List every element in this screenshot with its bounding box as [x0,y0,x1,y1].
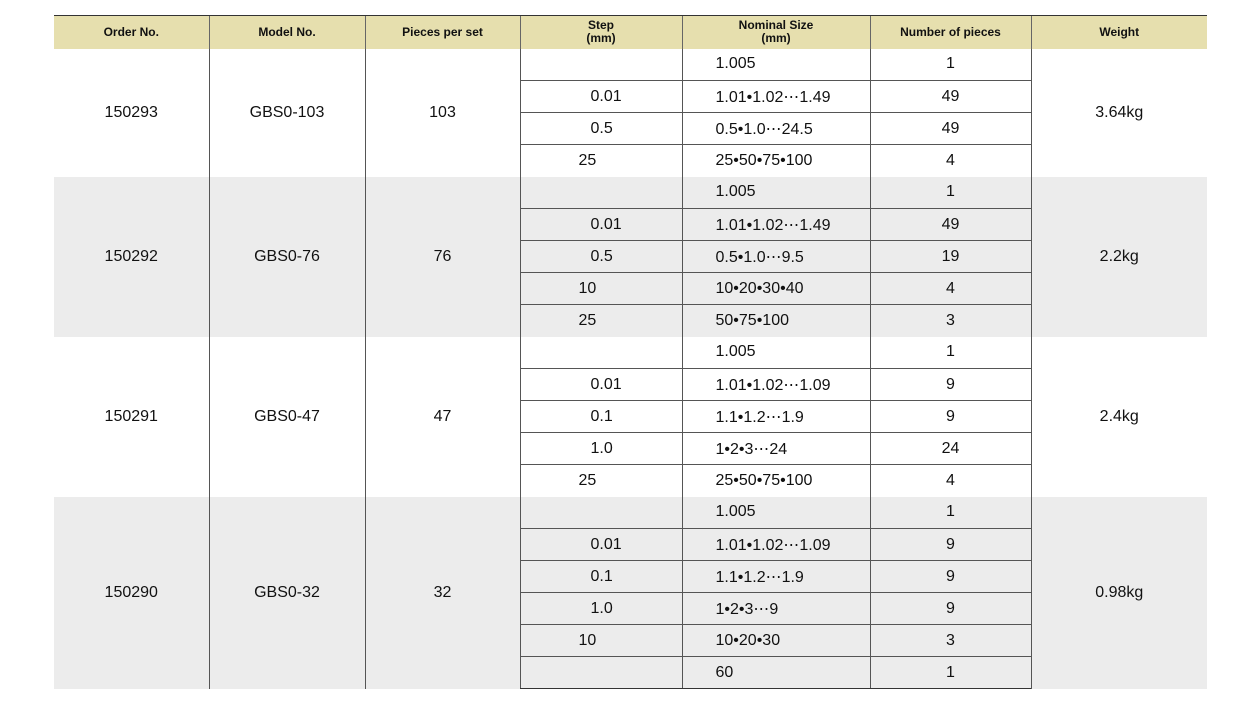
step-cell: 10 [520,273,682,305]
number-of-pieces-cell: 9 [870,369,1031,401]
step-cell: 0.5 [520,113,682,145]
nominal-size-cell: 1.01•1.02⋯1.49 [682,81,870,113]
step-cell: 0.01 [520,81,682,113]
header-step-label: Step [587,18,614,33]
number-of-pieces-cell: 9 [870,529,1031,561]
step-cell [520,49,682,81]
pieces-per-set-cell: 103 [365,49,520,177]
header-weight: Weight [1031,16,1207,49]
nominal-size-cell: 1.005 [682,177,870,209]
header-order-no: Order No. [54,16,209,49]
gauge-block-set-table [54,15,1207,689]
header-step [520,16,682,49]
set-group [54,49,1207,177]
model-no-cell: GBS0-32 [209,497,365,689]
weight-cell: 0.98kg [1031,497,1207,689]
number-of-pieces-cell: 24 [870,433,1031,465]
header-model-no: Model No. [209,16,365,49]
step-cell: 0.1 [520,561,682,593]
pieces-per-set-cell: 76 [365,177,520,337]
nominal-size-cell: 60 [682,657,870,689]
number-of-pieces-cell: 19 [870,241,1031,273]
number-of-pieces-cell: 1 [870,497,1031,529]
nominal-size-cell: 1.01•1.02⋯1.49 [682,209,870,241]
step-cell: 10 [520,625,682,657]
model-no-cell: GBS0-103 [209,49,365,177]
weight-cell: 2.2kg [1031,177,1207,337]
number-of-pieces-cell: 9 [870,561,1031,593]
number-of-pieces-cell: 3 [870,625,1031,657]
set-group [54,497,1207,689]
step-cell [520,177,682,209]
nominal-size-cell: 1.005 [682,497,870,529]
header-number-of-pieces: Number of pieces [870,16,1031,49]
nominal-size-cell: 10•20•30•40 [682,273,870,305]
number-of-pieces-cell: 9 [870,401,1031,433]
header-nominal-unit: (mm) [761,31,791,46]
number-of-pieces-cell: 4 [870,273,1031,305]
nominal-size-cell: 1.1•1.2⋯1.9 [682,401,870,433]
number-of-pieces-cell: 49 [870,209,1031,241]
nominal-size-cell: 0.5•1.0⋯9.5 [682,241,870,273]
order-no-cell: 150293 [54,49,209,177]
nominal-size-cell: 1.005 [682,49,870,81]
step-cell: 0.01 [520,369,682,401]
set-group [54,177,1207,337]
table-row [54,337,1207,369]
table-row [54,49,1207,81]
number-of-pieces-cell: 49 [870,81,1031,113]
number-of-pieces-cell: 3 [870,305,1031,337]
table-row [54,177,1207,209]
model-no-cell: GBS0-76 [209,177,365,337]
order-no-cell: 150290 [54,497,209,689]
nominal-size-cell: 1.005 [682,337,870,369]
header-pieces-per-set: Pieces per set [365,16,520,49]
step-cell: 0.01 [520,209,682,241]
order-no-cell: 150292 [54,177,209,337]
step-cell: 1.0 [520,433,682,465]
table-row [54,497,1207,529]
step-cell [520,497,682,529]
number-of-pieces-cell: 4 [870,145,1031,177]
header-nominal-size [682,16,870,49]
number-of-pieces-cell: 49 [870,113,1031,145]
header-step-unit: (mm) [586,31,616,46]
header-row [54,16,1207,49]
step-cell: 25 [520,465,682,497]
nominal-size-cell: 1.01•1.02⋯1.09 [682,369,870,401]
step-cell: 25 [520,145,682,177]
nominal-size-cell: 1.1•1.2⋯1.9 [682,561,870,593]
weight-cell: 2.4kg [1031,337,1207,497]
header-nominal-label: Nominal Size [738,18,814,33]
step-cell: 25 [520,305,682,337]
number-of-pieces-cell: 9 [870,593,1031,625]
weight-cell: 3.64kg [1031,49,1207,177]
nominal-size-cell: 1•2•3⋯24 [682,433,870,465]
set-group [54,337,1207,497]
step-cell: 0.5 [520,241,682,273]
nominal-size-cell: 1.01•1.02⋯1.09 [682,529,870,561]
nominal-size-cell: 25•50•75•100 [682,145,870,177]
step-cell [520,657,682,689]
pieces-per-set-cell: 47 [365,337,520,497]
nominal-size-cell: 10•20•30 [682,625,870,657]
model-no-cell: GBS0-47 [209,337,365,497]
nominal-size-cell: 25•50•75•100 [682,465,870,497]
order-no-cell: 150291 [54,337,209,497]
nominal-size-cell: 1•2•3⋯9 [682,593,870,625]
nominal-size-cell: 50•75•100 [682,305,870,337]
pieces-per-set-cell: 32 [365,497,520,689]
step-cell: 0.01 [520,529,682,561]
step-cell: 0.1 [520,401,682,433]
step-cell [520,337,682,369]
number-of-pieces-cell: 1 [870,657,1031,689]
number-of-pieces-cell: 1 [870,337,1031,369]
number-of-pieces-cell: 4 [870,465,1031,497]
number-of-pieces-cell: 1 [870,49,1031,81]
number-of-pieces-cell: 1 [870,177,1031,209]
nominal-size-cell: 0.5•1.0⋯24.5 [682,113,870,145]
step-cell: 1.0 [520,593,682,625]
